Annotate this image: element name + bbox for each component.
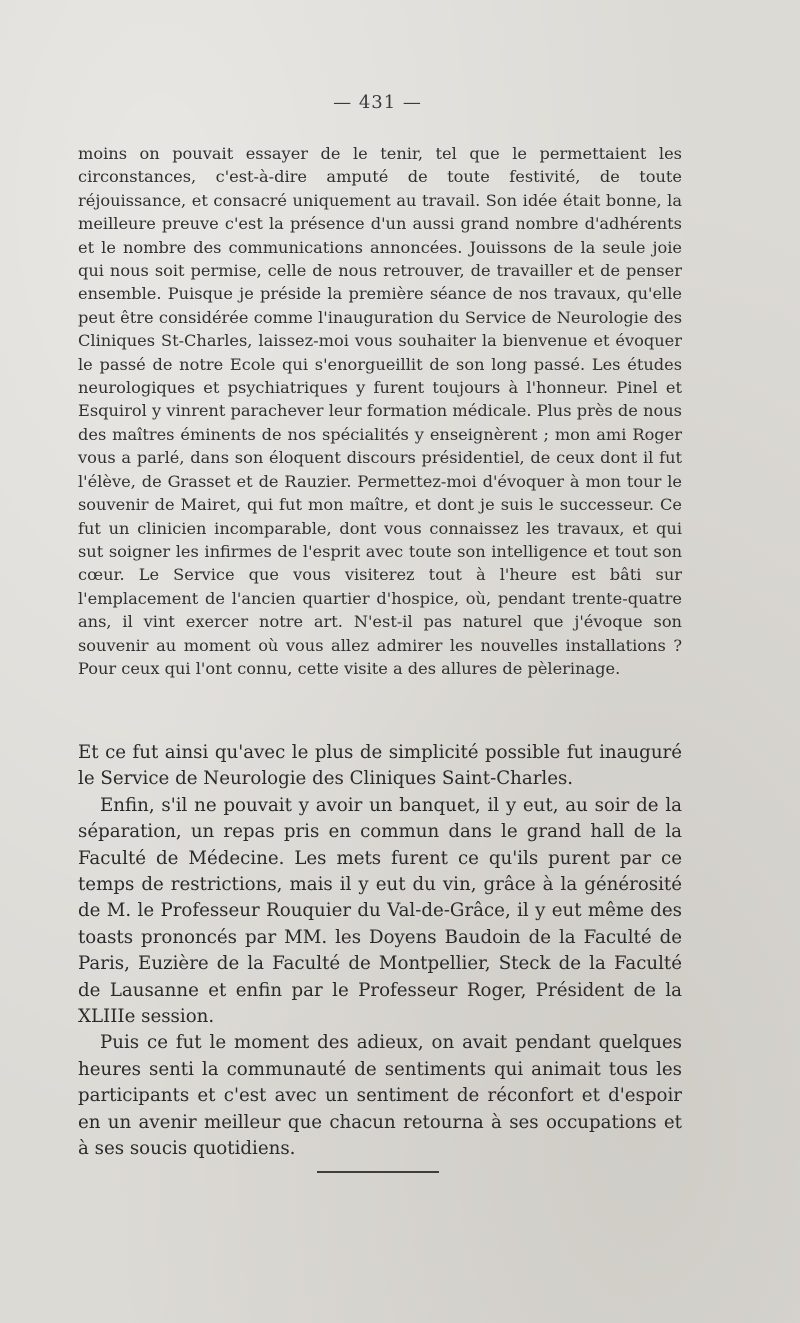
paragraph-banquet: Enfin, s'il ne pouvait y avoir un banquet, il y eut, au soir de la séparation, un repas pris en commun dans le grand hall de la Faculté de Médecine. Les mets furent ce qu'ils purent par ce temps de restrictions, mais il y eut du vin, grâce à la générosité de M. le Professeur Rouquier du Val-de-Grâce, il y eut même des toasts prononcés par MM. les Doyens Baudoin de la Faculté de Paris, Euzière de la Faculté de Montpellier, Steck de la Faculté de Lausanne et enfin par le Professeur Roger, Président de la XLIIIe session. [78, 794, 682, 1028]
main-text-block [78, 740, 682, 1163]
end-rule [317, 1171, 439, 1173]
intro-text-block [78, 142, 682, 680]
intro-paragraph: moins on pouvait essayer de le tenir, tel que le permettaient les circonstances, c'est-à-dire amputé de toute festivité, de toute réjouissance, et consacré uniquement au travail. Son idée était bonne, la meilleure preuve c'est la présence d'un aussi grand nombre d'adhérents et le nombre des communications annoncées. Jouissons de la seule joie qui nous soit permise, celle de nous retrouver, de travailler et de penser ensemble. Puisque je préside la première séance de nos travaux, qu'elle peut être considérée comme l'inauguration du Service de Neurologie des Cliniques St-Charles, laissez-moi vous souhaiter la bienvenue et évoquer le passé de notre Ecole qui s'enorgueillit de son long passé. Les études neurologiques et psychiatriques y furent toujours à l'honneur. Pinel et Esquirol y vinrent parachever leur formation médicale. Plus près de nous des maîtres éminents de nos spécialités y enseignèrent ; mon ami Roger vous a parlé, dans son éloquent discours présidentiel, de ceux dont il fut l'élève, de Grasset et de Rauzier. Permettez-moi d'évoquer à mon tour le souvenir de Mairet, qui fut mon maître, et dont je suis le successeur. Ce fut un clinicien incomparable, dont vous connaissez les travaux, et qui sut soigner les infirmes de l'esprit avec toute son intelligence et tout son cœur. Le Service que vous visiterez tout à l'heure est bâti sur l'emplacement de l'ancien quartier d'hospice, où, pendant trente-quatre ans, il vint exercer notre art. N'est-il pas naturel que j'évoque son souvenir au moment où vous allez admirer les nouvelles installations ? Pour ceux qui l'ont connu, cette visite a des allures de pèlerinage. [78, 144, 682, 678]
paragraph-inauguration: Et ce fut ainsi qu'avec le plus de simplicité possible fut inauguré le Service de Neurologie des Cliniques Saint-Charles. [78, 742, 682, 790]
paragraph-farewell: Puis ce fut le moment des adieux, on avait pendant quelques heures senti la communauté de sentiments qui animait tous les participants et c'est avec un sentiment de réconfort et d'espoir en un avenir meilleur que chacun retourna à ses occupations et à ses soucis quotidiens. [78, 1032, 682, 1160]
page-number: — 431 — [333, 92, 422, 113]
